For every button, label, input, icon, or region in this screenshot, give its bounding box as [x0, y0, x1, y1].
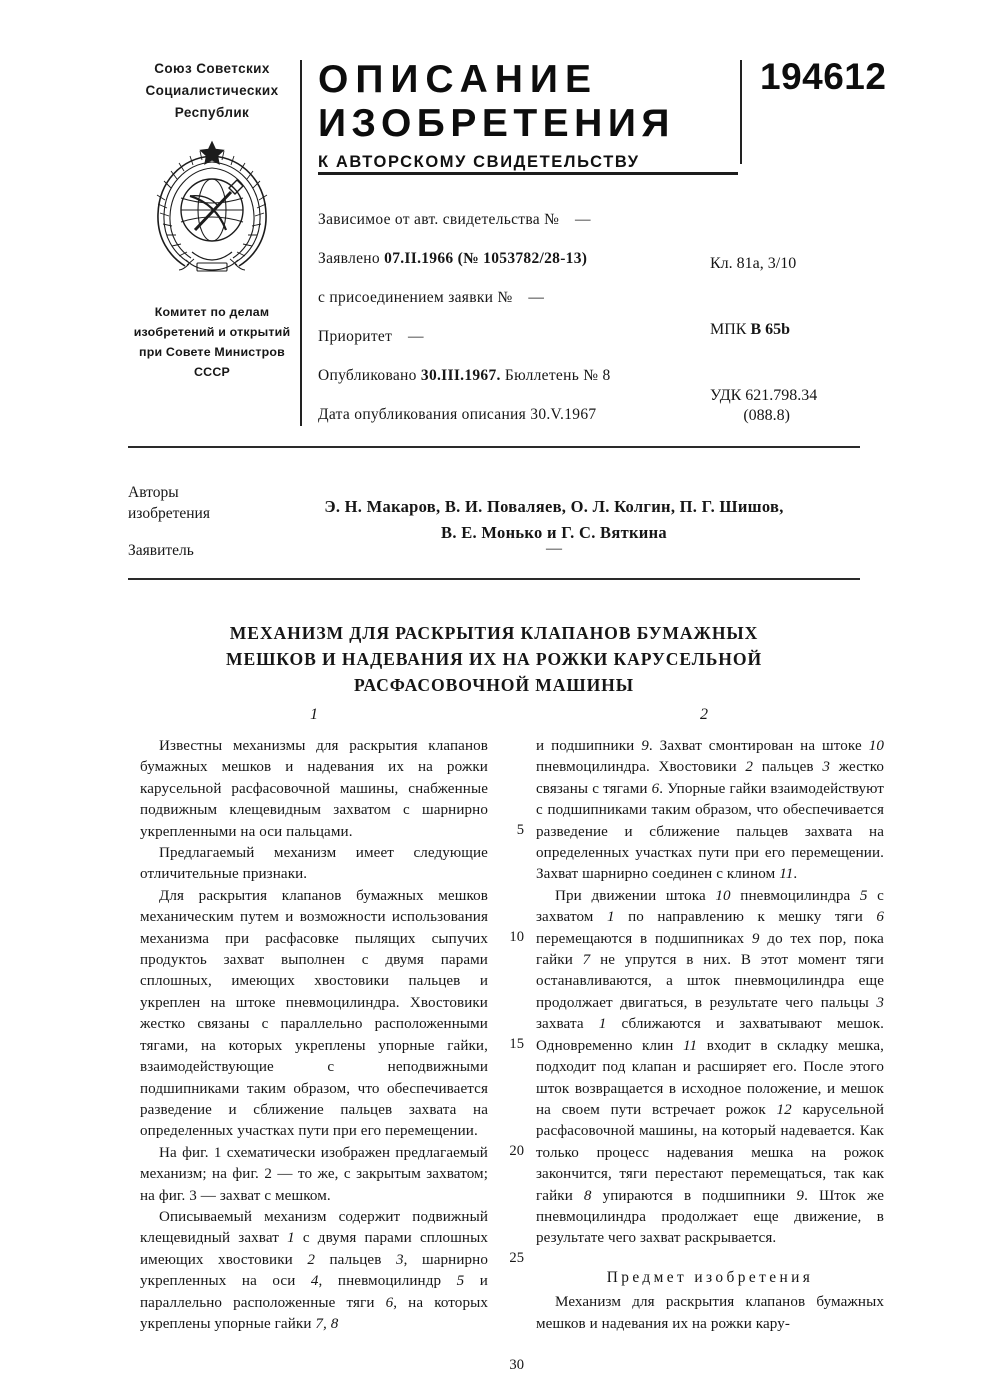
authors-names-line-1: Э. Н. Макаров, В. И. Поваляев, О. Л. Колгин, П. Г. Шишов, [324, 497, 784, 516]
description-publication-date: 30.V.1967 [530, 406, 597, 423]
header-left-panel [128, 58, 296, 382]
reference-number: 6 [385, 1294, 394, 1311]
publication-label: Опубликовано [318, 367, 417, 384]
publication-date: 30.III.1967. [420, 367, 501, 384]
udk-label: УДК [710, 387, 742, 404]
dependent-certificate-value: — [575, 211, 591, 228]
paragraph: Известны механизмы для раскрытия клапанов бумажных мешков и надевания их на рожки карусельной расфасовочной машины, снабженные подвижным клещевидным захватом с шарнирно укрепленными на оси пальцами. [140, 738, 488, 840]
line-number: 30 [509, 1357, 524, 1373]
paragraph: Для раскрытия клапанов бумажных мешков механическим путем и возможности использования механизма при расфасовке пылящих сыпучих продуктоь захват выполнен с двумя парами сплошных, имеющих хвостовики пальцев и укреплен на штоке пневмоцилиндра. Хвостовики жестко связаны с параллельно расположенными тягами, на которых укреплены упорные гайки, взаимодействующие с неподвижными подшипниками таким образом, что обеспечивается разведение и сближение пальцев захвата на определенных участках пути при его перемещении. [140, 887, 488, 1140]
addition-value: — [528, 289, 545, 306]
bibliographic-data [318, 200, 718, 434]
description-publication-row [318, 395, 718, 434]
committee-block [128, 302, 296, 382]
reference-number: 9 [751, 930, 760, 947]
reference-number: 10 [868, 738, 884, 754]
section-rule-top [128, 446, 860, 448]
authors-names-line-2: В. Е. Монько и Г. С. Вяткина [441, 523, 667, 542]
publication-row [318, 356, 718, 395]
reference-number: 1 [598, 1016, 607, 1033]
applicant-label: Заявитель [128, 542, 194, 559]
committee-line-1: Комитет по делам [154, 305, 270, 319]
reference-number: 10 [715, 887, 731, 904]
reference-number: 12 [776, 1101, 792, 1118]
reference-number: 5 [456, 1273, 465, 1290]
paragraph: При движении штока 10 пневмоцилиндра 5 с захватом 1 по направлению к мешку тяги 6 перемещаются в подшипниках 9 до тех пор, пока гайки 7 не упрутся в них. В этот момент тяги останавливаются, а шток пневмоцилиндра еще продолжает двигаться, в результате чего пальцы 3 захвата 1 сближаются и захватывают мешок. Одновременно клин 11 входит в складку мешка, подходит под клапан и расширяет его. После этого шток возвращается в исходное положение, и мешок на своем пути встречает рожок 12 карусельной расфасовочной машины, на который надевается. Как только процесс надевания мешка на рожок закончится, тяги перестают перемещаться, так как гайки 8 упираются в подшипники 9. Шток же пневмоцилиндра продолжает еще движение, в результате чего захват раскрывается. [536, 887, 885, 1247]
bulletin-number: Бюллетень № 8 [504, 367, 611, 384]
reference-number: 11 [682, 1037, 698, 1054]
reference-number: 1 [606, 909, 615, 926]
paragraph: и подшипники 9. Захват смонтирован на штоке 10 пневмоцилиндра. Хвостовики 2 пальцев 3 жестко связаны с тягами 6. Упорные гайки взаимодействуют с подшипниками таким образом, что обеспечивается разведение и сближение пальцев захвата на определенных участках пути при его перемещении. Захват шарнирно соединен с клином 11. [536, 738, 885, 883]
paragraph: Механизм для раскрытия клапанов бумажных мешков и надевания их на рожки кару- [536, 1294, 884, 1332]
invention-title-line-1: МЕХАНИЗМ ДЛЯ РАСКРЫТИЯ КЛАПАНОВ БУМАЖНЫХ [229, 623, 759, 643]
priority-label: Приоритет [318, 328, 393, 345]
authors-names [248, 494, 860, 546]
line-number: 10 [509, 929, 524, 945]
subject-of-invention-heading: Предмет изобретения [606, 1268, 814, 1286]
header-right-panel [318, 56, 887, 172]
reference-number: 3 [822, 759, 830, 776]
header-vertical-divider [300, 60, 302, 426]
priority-value: — [407, 328, 424, 345]
state-name-line-1: Союз Советских [154, 61, 270, 76]
authors-label-line-1: Авторы [128, 484, 179, 501]
reference-number: 8 [583, 1187, 592, 1204]
udk-row [710, 386, 817, 426]
state-name [128, 58, 296, 124]
addition-label: с присоединением заявки № [318, 289, 513, 306]
reference-number: 11 [779, 866, 794, 883]
reference-number: 7, 8 [315, 1315, 339, 1332]
reference-number: 3 [876, 994, 884, 1011]
class-label: Кл. [710, 255, 733, 272]
reference-number: 6 [876, 909, 885, 926]
line-number: 25 [509, 1250, 524, 1266]
state-name-line-3: Республик [174, 105, 250, 120]
column-number-2: 2 [700, 706, 708, 723]
priority-row [318, 317, 718, 356]
committee-line-2: изобретений и открытий [133, 325, 291, 339]
committee-line-4: СССР [194, 365, 230, 379]
patent-number: 194612 [760, 56, 887, 97]
udk-subcode: (088.8) [743, 407, 790, 424]
line-number: 20 [509, 1143, 524, 1159]
filing-label: Заявлено [318, 250, 380, 267]
reference-number: 9 [641, 738, 649, 754]
authors-label [128, 482, 210, 524]
patent-number-divider [740, 60, 742, 164]
line-number: 15 [509, 1036, 524, 1052]
header-horizontal-rule [318, 172, 738, 175]
description-publication-label: Дата опубликования описания [318, 406, 527, 423]
applicant-value: — [546, 540, 562, 557]
mpk-label: МПК [710, 321, 747, 338]
reference-number: 2 [745, 759, 754, 776]
class-row [710, 254, 817, 274]
paragraph: На фиг. 1 схематически изображен предлагаемый механизм; на фиг. 2 — то же, с закрытым захватом; на фиг. 3 — захват с мешком. [140, 1144, 488, 1204]
reference-number: 1 [287, 1230, 295, 1247]
paragraph: Описываемый механизм содержит подвижный клещевидный захват 1 с двумя парами сплошных имеющих хвостовики 2 пальцев 3, шарнирно укрепленных на оси 4, пневмоцилиндр 5 и параллельно расположенные тяги 6, на которых укреплены упорные гайки 7, 8 [140, 1208, 488, 1332]
document-subtitle: К АВТОРСКОМУ СВИДЕТЕЛЬСТВУ [318, 153, 640, 171]
reference-number: 7 [582, 952, 591, 969]
invention-title-line-3: РАСФАСОВОЧНОЙ МАШИНЫ [354, 675, 634, 695]
filing-date: 07.II.1966 [384, 250, 454, 267]
filing-row [318, 239, 718, 278]
dependent-certificate-row [318, 200, 718, 239]
line-number: 5 [516, 822, 524, 838]
state-name-line-2: Социалистических [145, 83, 279, 98]
reference-number: 3 [395, 1251, 404, 1268]
reference-number: 9 [796, 1187, 805, 1204]
addition-row [318, 278, 718, 317]
udk-value: 621.798.34 [745, 387, 818, 404]
invention-title [148, 620, 840, 698]
filing-application-number: (№ 1053782/28-13) [457, 250, 588, 267]
ussr-coat-of-arms-icon [128, 138, 296, 280]
class-value: 81а, 3/10 [736, 255, 797, 272]
paragraph: Предлагаемый механизм имеет следующие отличительные признаки. [140, 845, 488, 883]
reference-number: 2 [307, 1251, 315, 1268]
reference-number: 5 [859, 887, 868, 904]
section-rule-bottom [128, 578, 860, 580]
dependent-certificate-label: Зависимое от авт. свидетельства № [318, 211, 560, 228]
classification-codes [710, 254, 817, 426]
reference-number: 4 [310, 1273, 319, 1290]
column-number-1: 1 [310, 706, 318, 723]
body-column-left [140, 736, 488, 1335]
title-izobreteniya: ИЗОБРЕТЕНИЯ [318, 102, 675, 145]
body-column-right [536, 736, 884, 1335]
reference-number: 6 [651, 780, 660, 797]
authors-label-line-2: изобретения [128, 505, 210, 522]
title-opisanie: ОПИСАНИЕ [318, 58, 598, 101]
mpk-value: B 65b [750, 321, 791, 338]
invention-title-line-2: МЕШКОВ И НАДЕВАНИЯ ИХ НА РОЖКИ КАРУСЕЛЬНОЙ [225, 649, 763, 669]
committee-line-3: при Совете Министров [139, 345, 285, 359]
mpk-row [710, 320, 817, 340]
document-header [128, 56, 887, 428]
